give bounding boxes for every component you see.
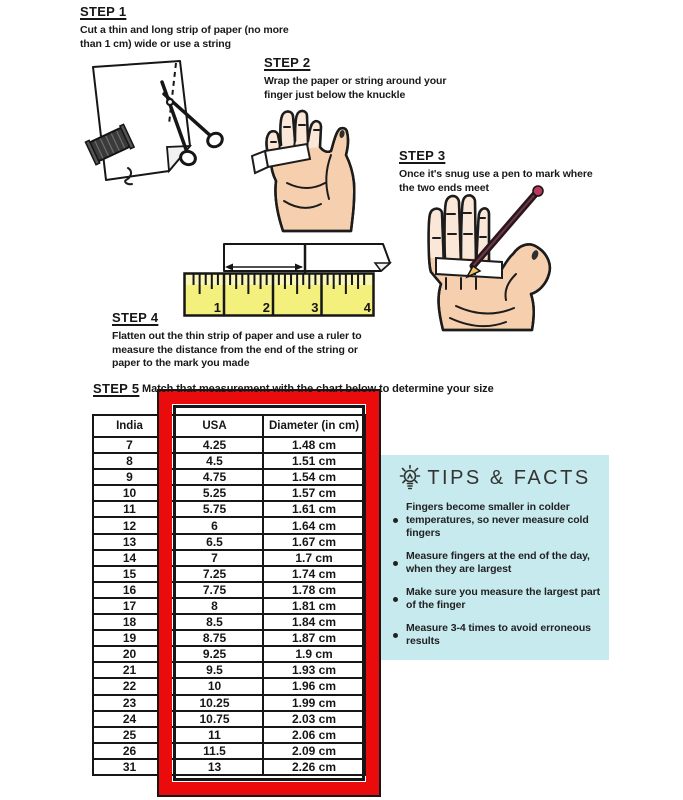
table-cell: 9.25 bbox=[166, 646, 263, 662]
bullet-dot bbox=[393, 597, 398, 602]
header-row bbox=[93, 415, 365, 437]
table-cell: 11 bbox=[93, 501, 166, 517]
table-cell: 1.7 cm bbox=[263, 550, 365, 566]
table-cell: 20 bbox=[93, 646, 166, 662]
table-cell: 16 bbox=[93, 582, 166, 598]
table-cell: 4.75 bbox=[166, 469, 263, 485]
step-1-heading: STEP 1 bbox=[80, 4, 127, 19]
table-cell: 5.25 bbox=[166, 485, 263, 501]
table-cell: 8.75 bbox=[166, 630, 263, 646]
table-row bbox=[93, 582, 365, 598]
step-4-section bbox=[112, 310, 367, 371]
table-cell: 15 bbox=[93, 566, 166, 582]
table-row bbox=[93, 598, 365, 614]
table-row bbox=[93, 501, 365, 517]
step-3-text: Once it's snug use a pen to mark where the two ends meet bbox=[399, 168, 593, 194]
table-row bbox=[93, 517, 365, 533]
table-cell: 31 bbox=[93, 759, 166, 775]
table-cell: 10.75 bbox=[166, 711, 263, 727]
tip-text: Make sure you measure the largest part of the finger bbox=[406, 586, 601, 611]
step-4-text: Flatten out the thin strip of paper and use a ruler to measure the distance from the end of the string or paper to the mark you made bbox=[112, 330, 362, 369]
table-cell: 2.03 cm bbox=[263, 711, 365, 727]
ring-size-chart bbox=[92, 414, 366, 776]
bullet-dot bbox=[393, 518, 398, 523]
tips-panel bbox=[379, 455, 609, 660]
table-cell: 21 bbox=[93, 662, 166, 678]
step-5-heading: STEP 5 bbox=[93, 381, 140, 396]
table-cell: 7 bbox=[166, 550, 263, 566]
table-cell: 4.5 bbox=[166, 453, 263, 469]
svg-text:2: 2 bbox=[262, 300, 270, 315]
table-cell: 8.5 bbox=[166, 614, 263, 630]
step-2-text: Wrap the paper or string around your finger just below the knuckle bbox=[264, 75, 447, 101]
paper-scissors-illustration bbox=[84, 52, 234, 187]
table-cell: 10.25 bbox=[166, 695, 263, 711]
table-row bbox=[93, 759, 365, 775]
table-cell: 7.25 bbox=[166, 566, 263, 582]
table-row bbox=[93, 630, 365, 646]
tip-item bbox=[389, 622, 601, 648]
svg-text:4: 4 bbox=[363, 300, 371, 315]
table-row bbox=[93, 662, 365, 678]
column-header-diameter: Diameter (in cm) bbox=[263, 415, 365, 437]
table-cell: 10 bbox=[166, 678, 263, 694]
table-cell: 1.99 cm bbox=[263, 695, 365, 711]
table-cell: 19 bbox=[93, 630, 166, 646]
table-cell: 2.06 cm bbox=[263, 727, 365, 743]
table-cell: 1.9 cm bbox=[263, 646, 365, 662]
step-5-text: Match that measurement with the chart below to determine your size bbox=[142, 383, 494, 395]
table-cell: 5.75 bbox=[166, 501, 263, 517]
tips-title: TIPS & FACTS bbox=[427, 466, 591, 489]
table-cell: 1.87 cm bbox=[263, 630, 365, 646]
table-cell: 1.64 cm bbox=[263, 517, 365, 533]
table-row bbox=[93, 695, 365, 711]
table-row bbox=[93, 566, 365, 582]
table-cell: 14 bbox=[93, 550, 166, 566]
table-cell: 22 bbox=[93, 678, 166, 694]
table-cell: 1.93 cm bbox=[263, 662, 365, 678]
tips-list bbox=[389, 501, 601, 648]
table-cell: 1.74 cm bbox=[263, 566, 365, 582]
table-row bbox=[93, 646, 365, 662]
column-header-usa: USA bbox=[166, 415, 263, 437]
table-cell: 1.84 cm bbox=[263, 614, 365, 630]
table-cell: 10 bbox=[93, 485, 166, 501]
table-cell: 1.81 cm bbox=[263, 598, 365, 614]
tips-title-row bbox=[389, 465, 601, 491]
table-row bbox=[93, 550, 365, 566]
svg-text:3: 3 bbox=[311, 300, 319, 315]
table-cell: 26 bbox=[93, 743, 166, 759]
table-row bbox=[93, 469, 365, 485]
tip-item bbox=[389, 501, 601, 540]
table-cell: 1.61 cm bbox=[263, 501, 365, 517]
hand-wrapped-finger-illustration bbox=[251, 101, 373, 235]
step-2-heading: STEP 2 bbox=[264, 55, 311, 70]
table-cell: 8 bbox=[93, 453, 166, 469]
step-1-section bbox=[80, 4, 295, 51]
table-cell: 7.75 bbox=[166, 582, 263, 598]
lightbulb-icon bbox=[399, 465, 421, 491]
table-row bbox=[93, 453, 365, 469]
table-cell: 6.5 bbox=[166, 534, 263, 550]
table-cell: 1.67 cm bbox=[263, 534, 365, 550]
size-chart-body bbox=[93, 437, 365, 775]
step-2-section bbox=[264, 55, 474, 102]
table-cell: 13 bbox=[93, 534, 166, 550]
table-cell: 1.48 cm bbox=[263, 437, 365, 453]
table-cell: 6 bbox=[166, 517, 263, 533]
table-cell: 11 bbox=[166, 727, 263, 743]
tip-text: Fingers become smaller in colder temperatures, so never measure cold fingers bbox=[406, 501, 589, 539]
bullet-dot bbox=[393, 633, 398, 638]
step-3-heading: STEP 3 bbox=[399, 148, 446, 163]
table-cell: 17 bbox=[93, 598, 166, 614]
table-row bbox=[93, 485, 365, 501]
pencil-eraser bbox=[533, 186, 543, 196]
tip-item bbox=[389, 550, 601, 576]
table-cell: 1.57 cm bbox=[263, 485, 365, 501]
table-row bbox=[93, 743, 365, 759]
table-cell: 2.09 cm bbox=[263, 743, 365, 759]
table-cell: 8 bbox=[166, 598, 263, 614]
table-cell: 1.54 cm bbox=[263, 469, 365, 485]
tip-item bbox=[389, 586, 601, 612]
bullet-dot bbox=[393, 561, 398, 566]
table-row bbox=[93, 437, 365, 453]
table-cell: 9.5 bbox=[166, 662, 263, 678]
svg-text:1: 1 bbox=[213, 300, 221, 315]
table-cell: 9 bbox=[93, 469, 166, 485]
table-cell: 13 bbox=[166, 759, 263, 775]
table-row bbox=[93, 614, 365, 630]
table-row bbox=[93, 678, 365, 694]
table-cell: 11.5 bbox=[166, 743, 263, 759]
hand-pencil-illustration bbox=[416, 182, 566, 334]
table-cell: 25 bbox=[93, 727, 166, 743]
table-cell: 23 bbox=[93, 695, 166, 711]
tip-text: Measure 3-4 times to avoid erroneous results bbox=[406, 622, 591, 647]
table-cell: 12 bbox=[93, 517, 166, 533]
column-header-india: India bbox=[93, 415, 166, 437]
tip-text: Measure fingers at the end of the day, when they are largest bbox=[406, 550, 590, 575]
table-cell: 1.78 cm bbox=[263, 582, 365, 598]
table-cell: 2.26 cm bbox=[263, 759, 365, 775]
table-row bbox=[93, 711, 365, 727]
table-cell: 7 bbox=[93, 437, 166, 453]
table-cell: 18 bbox=[93, 614, 166, 630]
table-row bbox=[93, 727, 365, 743]
step-4-heading: STEP 4 bbox=[112, 310, 159, 325]
table-row bbox=[93, 534, 365, 550]
table-cell: 1.96 cm bbox=[263, 678, 365, 694]
table-cell: 1.51 cm bbox=[263, 453, 365, 469]
step-1-text: Cut a thin and long strip of paper (no more than 1 cm) wide or use a string bbox=[80, 24, 289, 50]
table-cell: 4.25 bbox=[166, 437, 263, 453]
table-cell: 24 bbox=[93, 711, 166, 727]
